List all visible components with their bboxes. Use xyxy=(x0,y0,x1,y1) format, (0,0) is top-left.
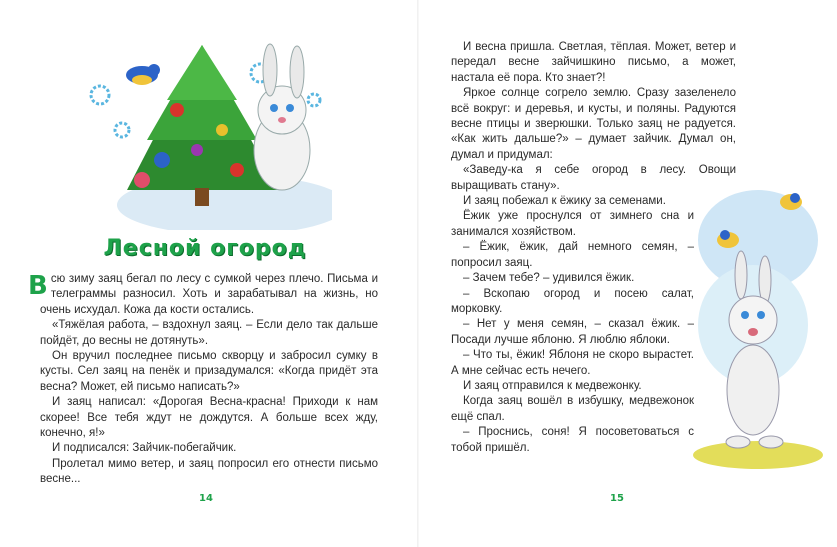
paragraph: – Ёжик, ёжик, дай немного семян, – попросил заяц. xyxy=(451,241,694,269)
paragraph: – Вскопаю огород и посею салат, морковку. xyxy=(451,287,694,315)
paragraph: Ёжик уже проснулся от зимнего сна и занимался хозяйством. xyxy=(451,210,694,238)
drop-cap: В xyxy=(28,271,48,301)
left-page-text xyxy=(28,271,378,488)
paragraph: И заяц побежал к ёжику за семенами. xyxy=(463,195,666,208)
paragraph: И заяц отправился к медвежонку. xyxy=(463,379,642,392)
paragraph: Он вручил последнее письмо скворцу и забросил сумку в кусты. Сел заяц на пенёк и призадумался: «Когда придёт эта весна? Может, ей письмо написать?» xyxy=(40,350,378,393)
paragraph: Всю зиму заяц бегал по лесу с сумкой через плечо. Письма и телеграммы разносил. Хоть и зарабатывал на жизнь, но очень исхудал. Кожа да кости остались. xyxy=(28,271,378,316)
paragraph: Пролетал мимо ветер, и заяц попросил его отнести письмо весне... xyxy=(40,457,378,486)
paragraph: Яркое солнце согрело землю. Сразу зазеленело всё вокруг: и деревья, и кусты, и поляны. Радуются весне птицы и зверюшки. Только заяц не радуется. «Как жить дальше?» – думает зайчик. Думал он, думал и придумал: xyxy=(451,87,736,161)
page-number: 15 xyxy=(610,493,624,504)
bunny-birds-illustration xyxy=(683,180,833,470)
left-page xyxy=(0,0,418,547)
paragraph: И заяц написал: «Дорогая Весна-красна! Приходи к нам скорее! Все тебя ждут не дождутся. А больше всех жду, конечно, я!» xyxy=(40,396,378,440)
paragraph: – Зачем тебе? – удивился ёжик. xyxy=(463,272,635,285)
right-page-text xyxy=(451,40,736,456)
paragraph: «Заведу-ка я себе огород в лесу. Овощи выращивать стану». xyxy=(451,164,736,192)
paragraph: Когда заяц вошёл в избушку, медвежонок ещё спал. xyxy=(451,395,694,423)
paragraph: – Проснись, соня! Я посоветоваться с тобой пришёл. xyxy=(451,426,694,454)
right-page xyxy=(418,0,837,547)
page-number: 14 xyxy=(199,493,213,504)
paragraph: «Тяжёлая работа, – вздохнул заяц. – Если дело так дальше пойдёт, до весны не дотянуть». xyxy=(40,319,378,347)
paragraph: И подписался: Зайчик-побегайчик. xyxy=(52,442,237,455)
story-title: Лесной огород xyxy=(103,236,307,261)
paragraph: – Что ты, ёжик! Яблоня не скоро вырастет. А мне сейчас есть нечего. xyxy=(451,349,694,377)
christmas-tree-bunny-illustration xyxy=(82,40,332,230)
paragraph: – Нет у меня семян, – сказал ёжик. – Посади лучше яблоню. Я люблю яблоки. xyxy=(451,318,694,346)
paragraph: И весна пришла. Светлая, тёплая. Может, ветер и передал весне зайчишкино письмо, а может, настала её пора. Кто знает?! xyxy=(451,41,736,84)
